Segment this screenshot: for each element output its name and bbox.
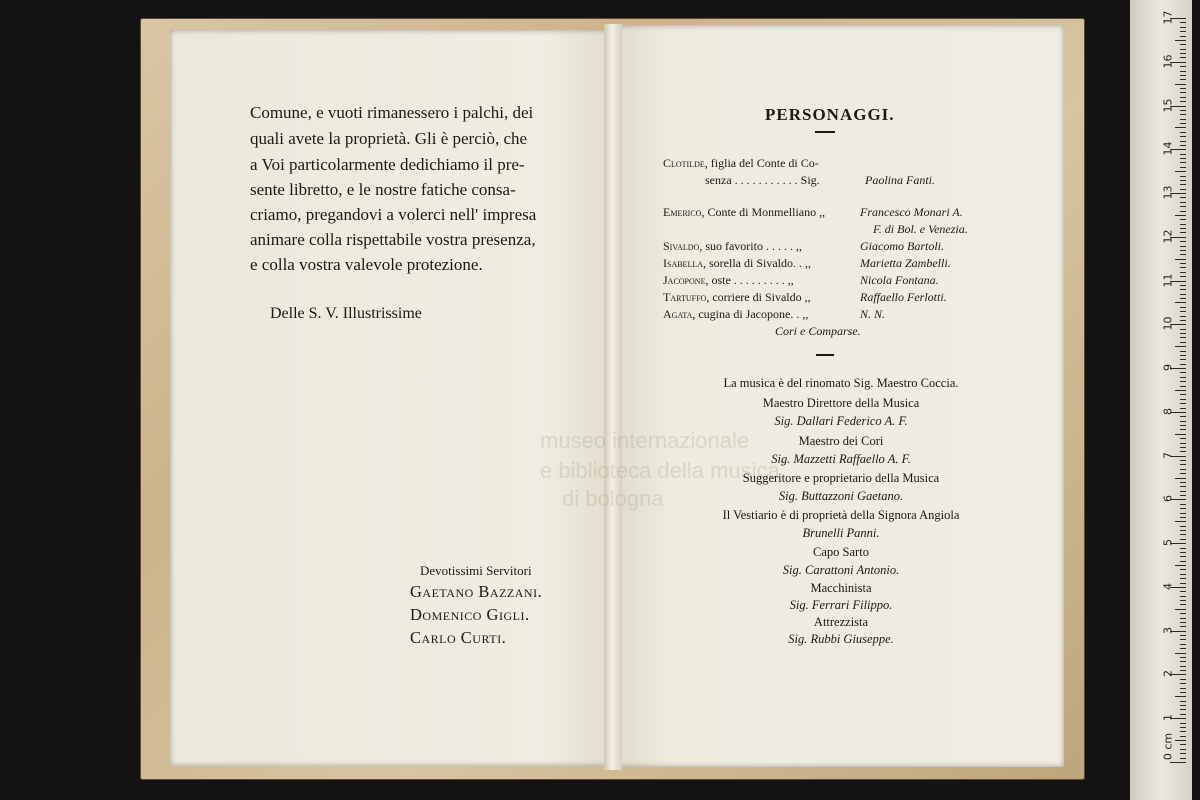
ruler-tick bbox=[1180, 517, 1186, 518]
ruler-tick bbox=[1180, 167, 1186, 168]
signatory-name: Domenico Gigli. bbox=[410, 605, 530, 624]
ruler-tick bbox=[1180, 753, 1186, 754]
cast-row bbox=[873, 222, 968, 237]
ruler-tick bbox=[1175, 84, 1186, 85]
ruler-tick bbox=[1180, 44, 1186, 45]
ruler-tick bbox=[1180, 486, 1186, 487]
ruler-tick bbox=[1180, 626, 1186, 627]
ruler-tick bbox=[1180, 416, 1186, 417]
ruler-tick bbox=[1180, 364, 1186, 365]
ruler-tick bbox=[1180, 136, 1186, 137]
actor-name: Raffaello Ferlotti. bbox=[860, 290, 947, 304]
role-name: Sivaldo bbox=[663, 239, 700, 253]
ruler-tick bbox=[1180, 197, 1186, 198]
ruler-tick bbox=[1180, 495, 1186, 496]
actor-name: Francesco Monari A. bbox=[860, 205, 963, 219]
ruler-tick bbox=[1175, 696, 1186, 697]
ruler-tick bbox=[1180, 504, 1186, 505]
ruler-tick bbox=[1180, 548, 1186, 549]
ruler-tick bbox=[1180, 97, 1186, 98]
ruler-tick bbox=[1180, 758, 1186, 759]
ruler-tick bbox=[1180, 451, 1186, 452]
ruler-tick bbox=[1180, 219, 1186, 220]
paragraph-line: Comune, e vuoti rimanessero i palchi, dei bbox=[250, 103, 534, 122]
credit-name: Brunelli Panni. bbox=[802, 526, 880, 540]
cast-row bbox=[663, 239, 1063, 254]
ruler-tick bbox=[1180, 224, 1186, 225]
ruler-tick bbox=[1180, 267, 1186, 268]
ruler-tick bbox=[1180, 351, 1186, 352]
ruler-tick bbox=[1180, 36, 1186, 37]
ruler-tick bbox=[1180, 101, 1186, 102]
closing: Devotissimi Servitori bbox=[420, 563, 532, 578]
ruler-tick bbox=[1180, 429, 1186, 430]
ruler-tick bbox=[1180, 613, 1186, 614]
ruler-tick bbox=[1180, 491, 1186, 492]
ruler-tick bbox=[1180, 372, 1186, 373]
watermark-line: e biblioteca della musica bbox=[540, 458, 780, 483]
chorus-line: Cori e Comparse. bbox=[775, 324, 861, 338]
role-desc: , sorella di Sivaldo. . ,, bbox=[703, 256, 811, 270]
ruler-tick bbox=[1180, 141, 1186, 142]
role-desc: , Conte di Monmelliano ,, bbox=[701, 205, 826, 219]
ruler-tick bbox=[1180, 189, 1186, 190]
cast-row bbox=[663, 307, 1063, 322]
actor-name: N. N. bbox=[860, 307, 886, 321]
salutation: Delle S. V. Illustrissime bbox=[270, 305, 422, 322]
ruler-tick bbox=[1180, 57, 1186, 58]
ruler-tick bbox=[1180, 683, 1186, 684]
ruler-number: 17 bbox=[1161, 10, 1175, 25]
ruler-tick bbox=[1175, 40, 1186, 41]
actor-name: Paolina Fanti. bbox=[865, 173, 935, 187]
ruler-tick bbox=[1180, 438, 1186, 439]
ruler-tick bbox=[1180, 530, 1186, 531]
ruler-tick bbox=[1175, 565, 1186, 566]
ruler-tick bbox=[1180, 705, 1186, 706]
ruler-tick bbox=[1180, 714, 1186, 715]
ruler-tick bbox=[1180, 513, 1186, 514]
ruler-tick bbox=[1180, 526, 1186, 527]
credit-label: Capo Sarto bbox=[813, 545, 869, 559]
ruler-tick bbox=[1180, 158, 1186, 159]
ruler-tick bbox=[1180, 162, 1186, 163]
ruler-tick bbox=[1180, 644, 1186, 645]
role-desc: , corriere di Sivaldo ,, bbox=[706, 290, 811, 304]
ruler-tick bbox=[1175, 434, 1186, 435]
ruler-tick bbox=[1180, 88, 1186, 89]
ruler-tick bbox=[1180, 298, 1186, 299]
role-name: Jacopone bbox=[663, 273, 706, 287]
ruler-tick bbox=[1180, 648, 1186, 649]
ruler-tick bbox=[1180, 622, 1186, 623]
ruler-tick bbox=[1180, 311, 1186, 312]
actor-name: Nicola Fontana. bbox=[860, 273, 939, 287]
ruler-tick bbox=[1175, 478, 1186, 479]
ruler-tick bbox=[1180, 145, 1186, 146]
role-desc: senza . . . . . . . . . . . Sig. bbox=[705, 173, 820, 187]
ruler-tick bbox=[1180, 250, 1186, 251]
ruler-tick bbox=[1180, 342, 1186, 343]
ruler-number: 15 bbox=[1161, 98, 1175, 113]
ruler-tick bbox=[1180, 31, 1186, 32]
ruler-tick bbox=[1180, 176, 1186, 177]
ruler-tick bbox=[1180, 232, 1186, 233]
ruler-tick bbox=[1180, 132, 1186, 133]
credit-label: Suggeritore e proprietario della Musica bbox=[742, 471, 940, 485]
ruler-tick bbox=[1180, 123, 1186, 124]
ruler-tick bbox=[1175, 609, 1186, 610]
ruler-tick bbox=[1180, 600, 1186, 601]
ruler-tick bbox=[1180, 574, 1186, 575]
ruler-number: 0 cm bbox=[1161, 732, 1175, 761]
ruler-tick bbox=[1180, 394, 1186, 395]
ruler-tick bbox=[1180, 92, 1186, 93]
role-desc: , figlia del Conte di Co- bbox=[704, 156, 819, 170]
ruler-number: 2 bbox=[1161, 670, 1175, 678]
ruler-number: 5 bbox=[1161, 539, 1175, 547]
cast-row bbox=[705, 173, 1055, 188]
ruler-tick bbox=[1180, 206, 1186, 207]
ruler-tick bbox=[1175, 390, 1186, 391]
ruler-number: 7 bbox=[1161, 451, 1175, 459]
ruler-tick bbox=[1180, 569, 1186, 570]
ruler-tick bbox=[1180, 386, 1186, 387]
role-name: Agata bbox=[663, 307, 693, 321]
ruler-number: 9 bbox=[1161, 364, 1175, 372]
credit-name: Sig. Mazzetti Raffaello A. F. bbox=[771, 452, 911, 466]
ruler-tick bbox=[1180, 583, 1186, 584]
ruler-tick bbox=[1180, 337, 1186, 338]
ruler-tick bbox=[1180, 211, 1186, 212]
ruler-tick bbox=[1180, 75, 1186, 76]
page-title: PERSONAGGI. bbox=[765, 105, 895, 124]
ruler-tick bbox=[1180, 22, 1186, 23]
actor-name: Marietta Zambelli. bbox=[860, 256, 951, 270]
ruler-tick bbox=[1180, 307, 1186, 308]
title-rule bbox=[815, 131, 835, 133]
ruler-number: 16 bbox=[1161, 54, 1175, 69]
ruler-tick bbox=[1180, 276, 1186, 277]
ruler-number: 14 bbox=[1161, 141, 1175, 156]
ruler-tick bbox=[1180, 578, 1186, 579]
actor-name: Giacomo Bartoli. bbox=[860, 239, 944, 253]
ruler-tick bbox=[1180, 110, 1186, 111]
ruler-tick bbox=[1180, 154, 1186, 155]
ruler-tick bbox=[1180, 469, 1186, 470]
ruler-number: 6 bbox=[1161, 495, 1175, 503]
credit-name: Sig. Dallari Federico A. F. bbox=[774, 414, 908, 428]
ruler-tick bbox=[1180, 180, 1186, 181]
credit-name: Sig. Rubbi Giuseppe. bbox=[788, 632, 894, 646]
ruler-tick bbox=[1175, 653, 1186, 654]
ruler-tick bbox=[1180, 66, 1186, 67]
ruler-tick bbox=[1180, 285, 1186, 286]
ruler-tick bbox=[1180, 403, 1186, 404]
watermark-line: museo internazionale bbox=[540, 428, 750, 453]
ruler-tick bbox=[1175, 259, 1186, 260]
ruler-tick bbox=[1180, 246, 1186, 247]
actor-name: F. di Bol. e Venezia. bbox=[873, 222, 968, 236]
role-name: Tartuffo bbox=[663, 290, 707, 304]
ruler-tick bbox=[1180, 556, 1186, 557]
ruler-number: 13 bbox=[1161, 185, 1175, 200]
ruler-tick bbox=[1180, 294, 1186, 295]
credit-name: Sig. Ferrari Filippo. bbox=[789, 598, 893, 612]
cast-row bbox=[663, 290, 1063, 305]
ruler-tick bbox=[1180, 679, 1186, 680]
ruler-tick bbox=[1180, 79, 1186, 80]
ruler-tick bbox=[1180, 202, 1186, 203]
ruler-tick bbox=[1180, 561, 1186, 562]
ruler-tick bbox=[1180, 425, 1186, 426]
ruler-tick bbox=[1175, 215, 1186, 216]
ruler-tick bbox=[1180, 460, 1186, 461]
ruler-tick bbox=[1180, 421, 1186, 422]
ruler-tick bbox=[1180, 596, 1186, 597]
ruler-tick bbox=[1180, 27, 1186, 28]
ruler-tick bbox=[1180, 53, 1186, 54]
ruler-tick bbox=[1175, 521, 1186, 522]
ruler-tick bbox=[1180, 447, 1186, 448]
ruler-tick bbox=[1180, 688, 1186, 689]
paragraph-line: criamo, pregandovi a volerci nell' impresa bbox=[250, 205, 537, 224]
paragraph-line: animare colla rispettabile vostra presenza, bbox=[250, 230, 536, 249]
ruler-tick bbox=[1180, 727, 1186, 728]
ruler-tick bbox=[1180, 552, 1186, 553]
role-desc: , oste . . . . . . . . . ,, bbox=[705, 273, 794, 287]
ruler-tick bbox=[1180, 635, 1186, 636]
credit-label: Macchinista bbox=[810, 581, 872, 595]
cast-row bbox=[663, 256, 1063, 271]
credit-label: Maestro Direttore della Musica bbox=[762, 396, 920, 410]
ruler-tick bbox=[1180, 618, 1186, 619]
ruler-tick bbox=[1180, 399, 1186, 400]
watermark-line: di bologna bbox=[562, 486, 664, 511]
ruler-tick bbox=[1180, 320, 1186, 321]
ruler-tick bbox=[1180, 661, 1186, 662]
ruler-tick bbox=[1180, 272, 1186, 273]
ruler-number: 12 bbox=[1161, 229, 1175, 244]
ruler-tick bbox=[1180, 670, 1186, 671]
credit-label: La musica è del rinomato Sig. Maestro Coccia. bbox=[723, 376, 959, 390]
ruler-tick bbox=[1180, 464, 1186, 465]
ruler-tick bbox=[1180, 749, 1186, 750]
ruler-tick bbox=[1180, 184, 1186, 185]
ruler-number: 10 bbox=[1161, 316, 1175, 331]
role-desc: , suo favorito . . . . . ,, bbox=[699, 239, 802, 253]
cast-row bbox=[663, 156, 819, 171]
ruler-tick bbox=[1180, 534, 1186, 535]
ruler-tick bbox=[1180, 329, 1186, 330]
ruler-tick bbox=[1180, 263, 1186, 264]
ruler-tick bbox=[1180, 316, 1186, 317]
ruler-tick bbox=[1180, 228, 1186, 229]
credit-label: Maestro dei Cori bbox=[798, 434, 884, 448]
ruler-tick bbox=[1180, 377, 1186, 378]
role-desc: , cugina di Jacopone. . ,, bbox=[692, 307, 809, 321]
ruler-tick bbox=[1180, 49, 1186, 50]
section-rule bbox=[816, 354, 834, 356]
ruler-tick bbox=[1180, 359, 1186, 360]
ruler-tick bbox=[1180, 114, 1186, 115]
credit-name: Sig. Carattoni Antonio. bbox=[782, 563, 900, 577]
cast-row bbox=[663, 205, 1063, 220]
ruler-tick bbox=[1180, 408, 1186, 409]
credit-label: Attrezzista bbox=[813, 615, 869, 629]
ruler-tick bbox=[1180, 591, 1186, 592]
credit-label: Il Vestiario è di proprietà della Signora Angiola bbox=[722, 508, 960, 522]
ruler-tick bbox=[1180, 289, 1186, 290]
ruler-number: 1 bbox=[1161, 714, 1175, 722]
ruler-tick bbox=[1180, 381, 1186, 382]
role-name: Isabella bbox=[663, 256, 703, 270]
ruler-number: 8 bbox=[1161, 407, 1175, 415]
ruler-tick bbox=[1180, 657, 1186, 658]
ruler-tick bbox=[1175, 740, 1186, 741]
ruler-tick bbox=[1180, 443, 1186, 444]
ruler-tick bbox=[1175, 346, 1186, 347]
paragraph-line: sente libretto, e le nostre fatiche consa- bbox=[250, 180, 516, 199]
ruler-tick bbox=[1180, 241, 1186, 242]
ruler-tick bbox=[1180, 666, 1186, 667]
ruler-tick bbox=[1180, 539, 1186, 540]
ruler-tick bbox=[1180, 508, 1186, 509]
ruler-tick bbox=[1180, 639, 1186, 640]
signatory-name: Gaetano Bazzani. bbox=[410, 582, 543, 601]
book-gutter bbox=[604, 24, 622, 770]
ruler-tick bbox=[1180, 723, 1186, 724]
ruler-tick bbox=[1180, 701, 1186, 702]
ruler-tick bbox=[1180, 736, 1186, 737]
ruler-tick bbox=[1175, 127, 1186, 128]
ruler-tick bbox=[1180, 731, 1186, 732]
ruler-tick bbox=[1180, 692, 1186, 693]
paragraph-line: a Voi particolarmente dedichiamo il pre- bbox=[250, 155, 525, 174]
ruler-tick bbox=[1180, 482, 1186, 483]
ruler-tick bbox=[1180, 333, 1186, 334]
ruler-tick bbox=[1180, 71, 1186, 72]
ruler-number: 11 bbox=[1161, 273, 1175, 288]
ruler-tick bbox=[1175, 302, 1186, 303]
ruler-tick bbox=[1180, 744, 1186, 745]
cast-row bbox=[663, 273, 1063, 288]
credit-name: Sig. Buttazzoni Gaetano. bbox=[778, 489, 904, 503]
ruler-number: 3 bbox=[1161, 626, 1175, 634]
ruler-tick bbox=[1175, 171, 1186, 172]
paragraph-line: e colla vostra valevole protezione. bbox=[250, 255, 483, 274]
ruler-tick bbox=[1180, 254, 1186, 255]
ruler-number: 4 bbox=[1161, 582, 1175, 590]
ruler-tick bbox=[1180, 709, 1186, 710]
role-name: Emerico bbox=[663, 205, 702, 219]
paragraph-line: quali avete la proprietà. Gli è perciò, che bbox=[250, 129, 528, 148]
ruler-tick bbox=[1180, 119, 1186, 120]
role-name: Clotilde bbox=[663, 156, 705, 170]
ruler-tick bbox=[1180, 604, 1186, 605]
signatory-name: Carlo Curti. bbox=[410, 628, 507, 647]
ruler-tick bbox=[1180, 473, 1186, 474]
ruler-tick bbox=[1180, 355, 1186, 356]
